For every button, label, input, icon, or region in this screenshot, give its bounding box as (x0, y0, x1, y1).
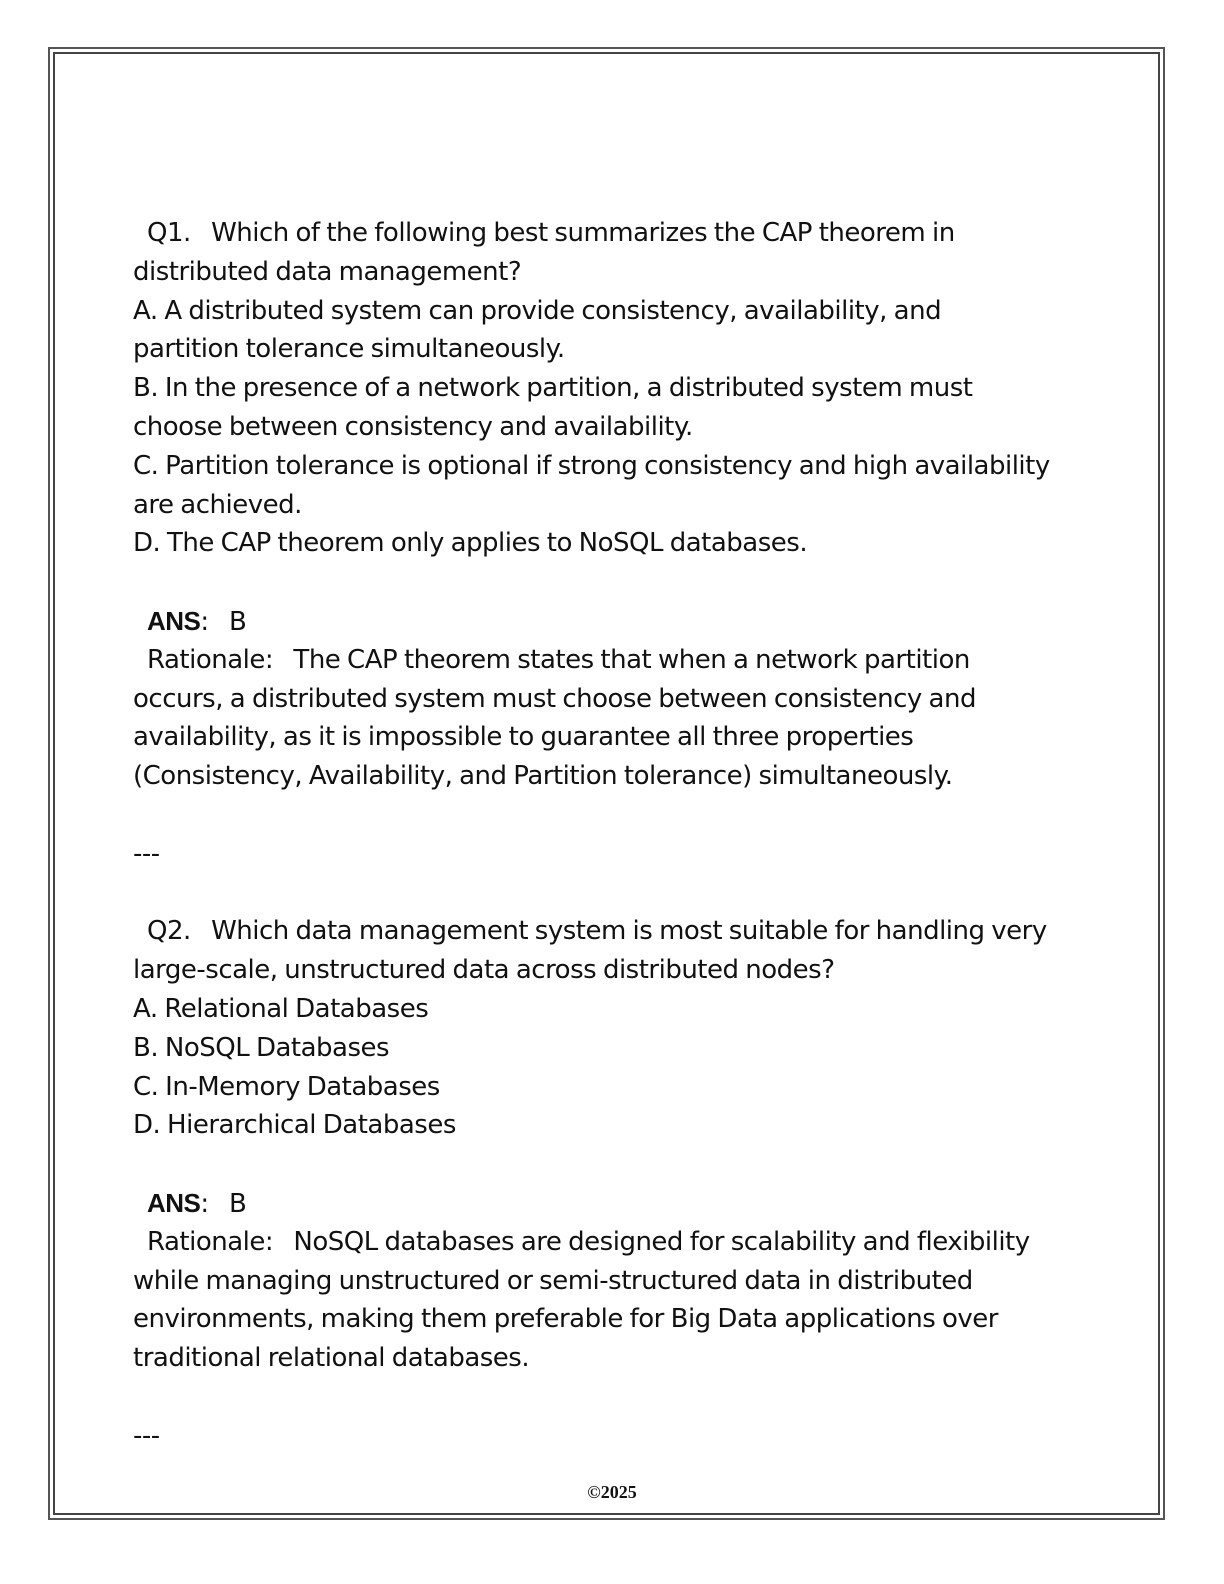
option-text: choose between consistency and availability. (133, 411, 693, 442)
rationale-text: environments, making them preferable for Big Data applications over (133, 1304, 998, 1335)
rationale-text: (Consistency, Availability, and Partition tolerance) simultaneously. (133, 761, 953, 792)
option-text: C. In-Memory Databases (133, 1071, 440, 1102)
question-block-2 (133, 912, 1093, 1455)
answer-line (133, 602, 1093, 641)
answer-value: : B (200, 1188, 247, 1219)
option-text: B. In the presence of a network partition, a distributed system must (133, 373, 973, 404)
option-text: B. NoSQL Databases (133, 1032, 390, 1063)
question-text: Q1. Which of the following best summarizes the CAP theorem in (147, 218, 955, 248)
rationale-text: Rationale: The CAP theorem states that when a network partition (147, 644, 970, 675)
option-text: D. Hierarchical Databases (133, 1110, 456, 1141)
separator: --- (133, 838, 160, 869)
option-text: C. Partition tolerance is optional if strong consistency and high availability (133, 450, 1050, 481)
rationale-text: Rationale: NoSQL databases are designed for scalability and flexibility (147, 1226, 1030, 1257)
document-body (133, 214, 1093, 1456)
spacer (133, 874, 1093, 913)
spacer (133, 1145, 1093, 1184)
rationale-text: occurs, a distributed system must choose between consistency and (133, 683, 976, 714)
copyright-footer: ©2025 (587, 1482, 637, 1502)
question-text: large-scale, unstructured data across distributed nodes? (133, 955, 835, 986)
question-block-1 (133, 214, 1093, 912)
option-text: partition tolerance simultaneously. (133, 334, 565, 365)
rationale-text: availability, as it is impossible to guarantee all three properties (133, 722, 914, 753)
answer-value: : B (200, 606, 247, 637)
separator: --- (133, 1420, 160, 1451)
option-text: A. A distributed system can provide consistency, availability, and (133, 295, 942, 326)
spacer (133, 563, 1093, 602)
option-text: are achieved. (133, 489, 302, 520)
answer-line (133, 1184, 1093, 1223)
rationale-text: while managing unstructured or semi-structured data in distributed (133, 1265, 973, 1296)
option-text: A. Relational Databases (133, 993, 429, 1024)
rationale-text: traditional relational databases. (133, 1343, 530, 1374)
spacer (133, 796, 1093, 835)
question-text: Q2. Which data management system is most suitable for handling very (147, 916, 1047, 947)
option-text: D. The CAP theorem only applies to NoSQL databases. (133, 528, 808, 559)
answer-label: ANS (147, 1187, 201, 1218)
question-text: distributed data management? (133, 256, 522, 287)
answer-label: ANS (147, 605, 201, 636)
spacer (133, 1378, 1093, 1417)
